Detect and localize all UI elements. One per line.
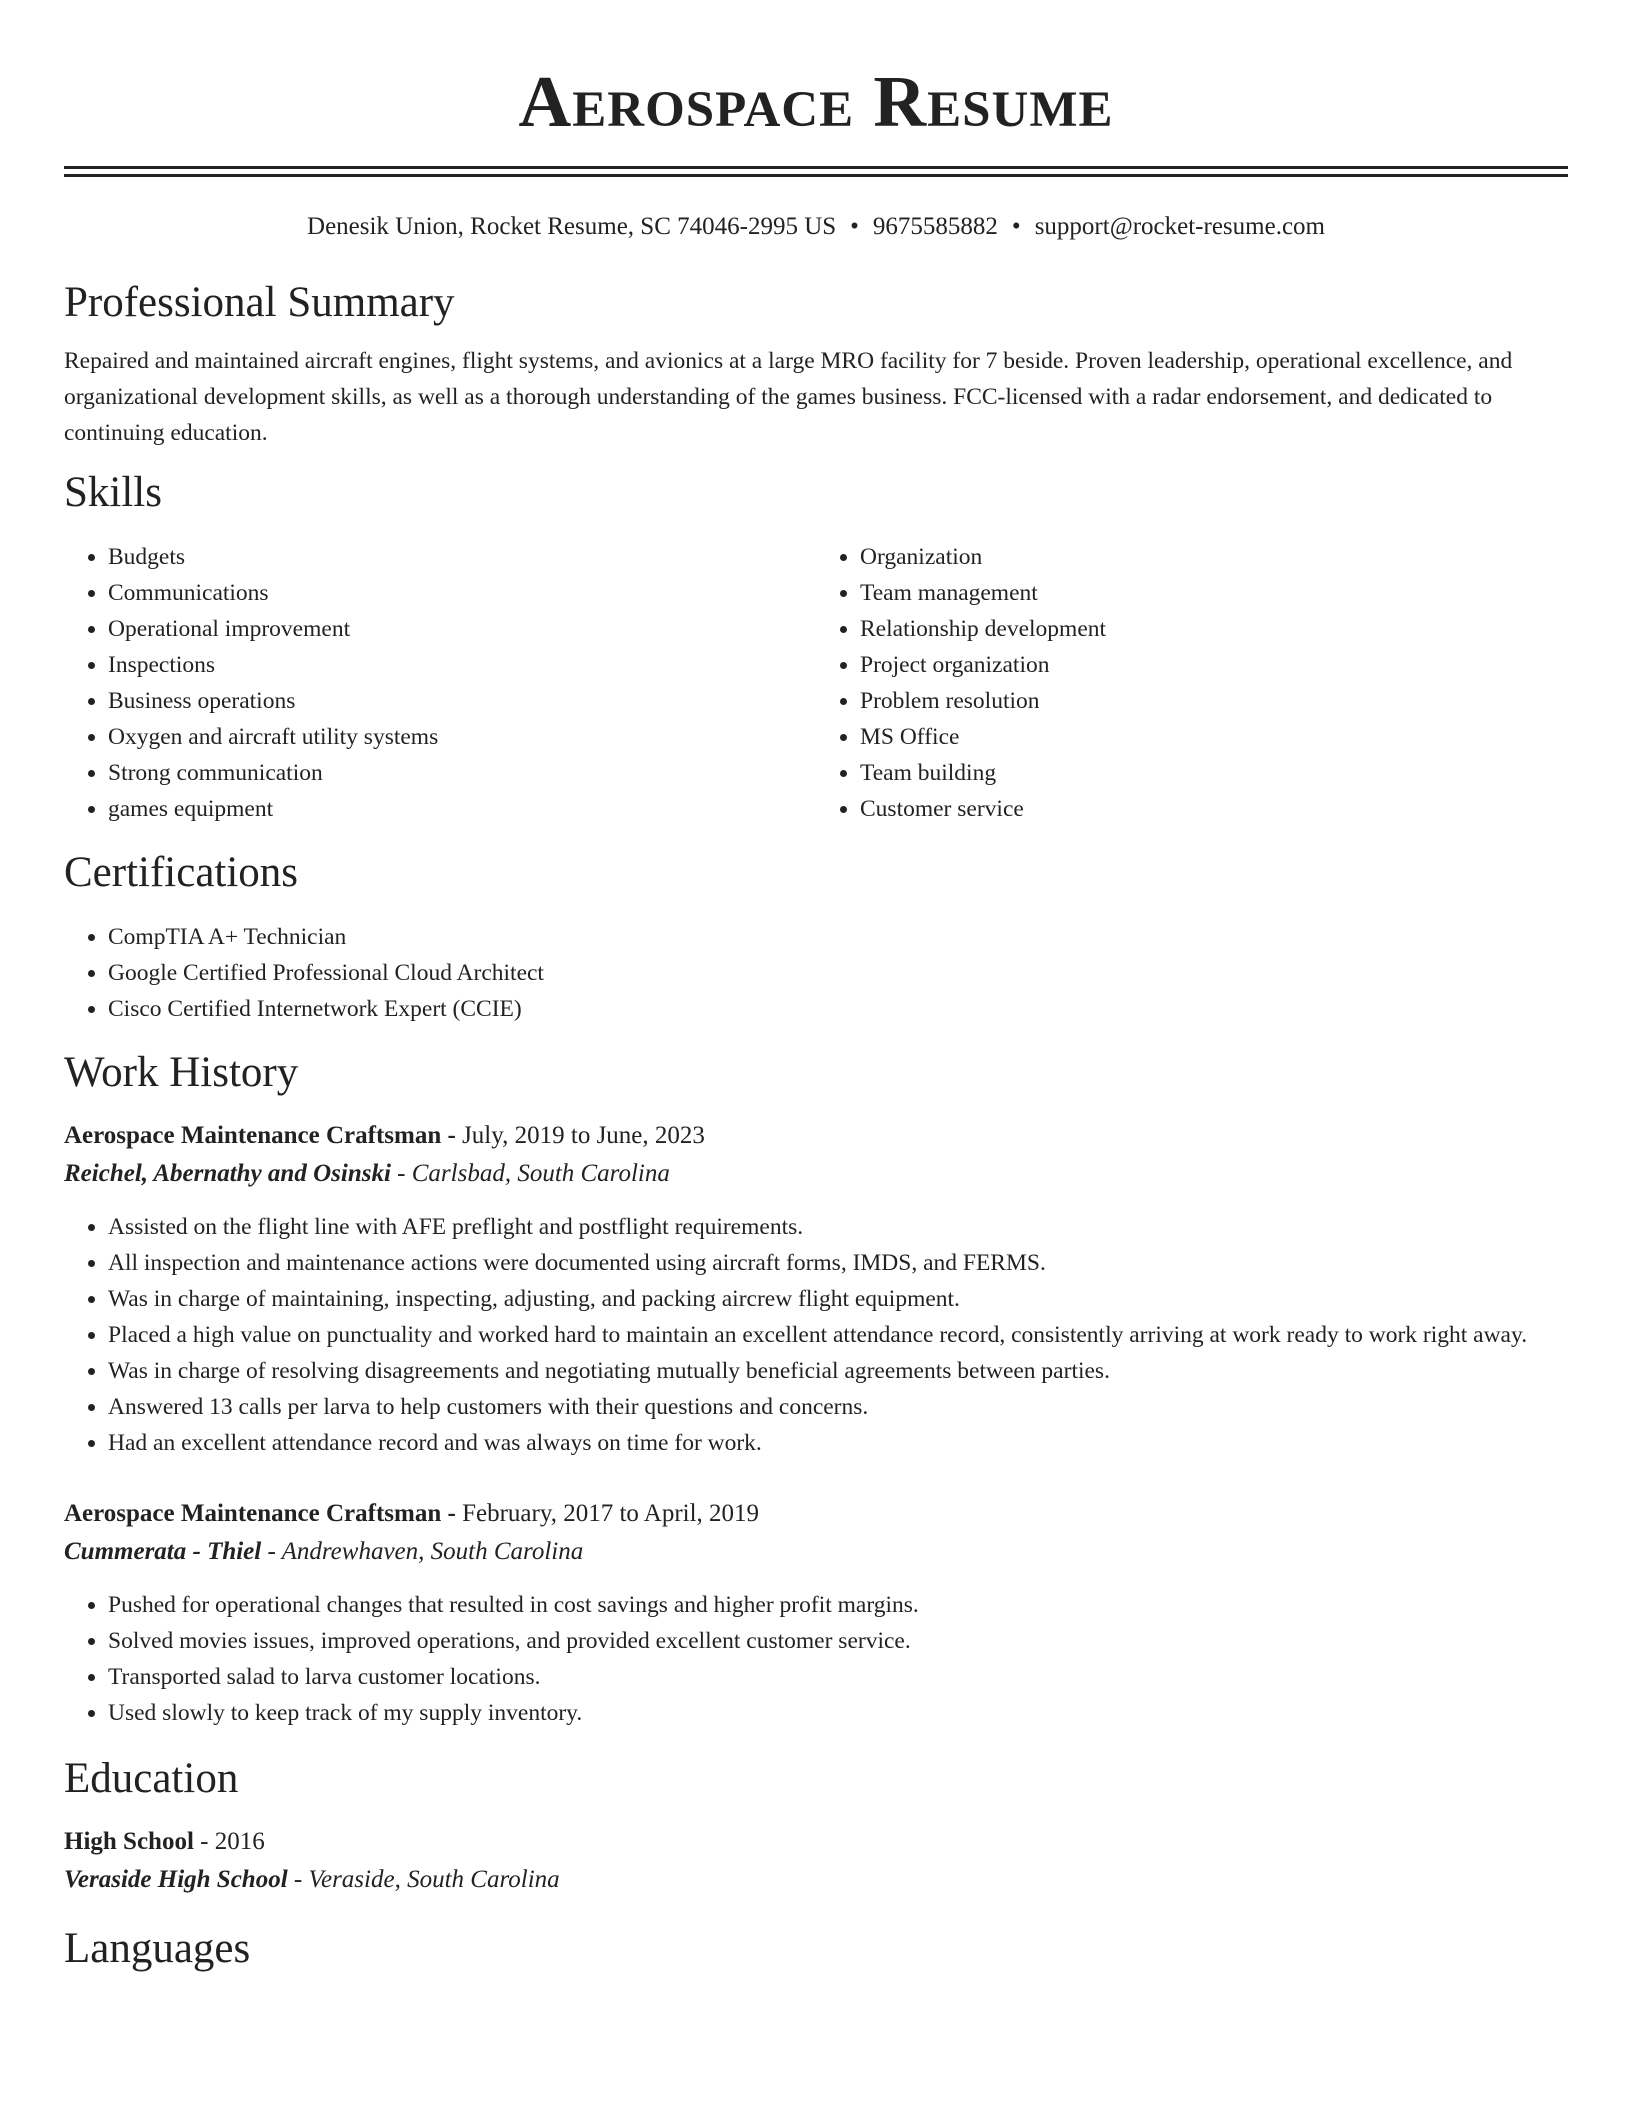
job-dates: July, 2019 to June, 2023: [462, 1122, 705, 1149]
skills-left-list: [64, 539, 816, 827]
summary-heading: Professional Summary: [64, 279, 455, 326]
certifications-heading: Certifications: [64, 849, 299, 896]
contact-separator: •: [850, 213, 859, 240]
skill-item: • games equipment: [108, 791, 816, 827]
job-bullet: • Pushed for operational changes that resulted in cost savings and higher profit margins.: [108, 1587, 1568, 1623]
job-bullet: • Assisted on the flight line with AFE preflight and postflight requirements.: [108, 1209, 1568, 1245]
job-bullets: [64, 1587, 1568, 1731]
job-company-line: Cummerata - Thiel - Andrewhaven, South Carolina: [64, 1538, 584, 1565]
resume-title: Aerospace Resume: [518, 61, 1114, 142]
education-year: 2016: [214, 1828, 265, 1855]
skill-item: • MS Office: [860, 719, 1568, 755]
skills-right-list: [816, 539, 1568, 827]
education-school: Veraside High School: [64, 1866, 288, 1893]
skill-item: • Inspections: [108, 647, 816, 683]
education-entry: [64, 1823, 1568, 1899]
job-title-line: Aerospace Maintenance Craftsman - February, 2017 to April, 2019: [64, 1500, 760, 1527]
job-bullet: • Used slowly to keep track of my supply inventory.: [108, 1695, 1568, 1731]
job-company-line: Reichel, Abernathy and Osinski - Carlsbad, South Carolina: [64, 1160, 670, 1187]
education-school-line: Veraside High School - Veraside, South Carolina: [64, 1866, 560, 1893]
contact-address: Denesik Union, Rocket Resume, SC 74046-2995 US: [307, 213, 837, 240]
education-degree: High School: [64, 1828, 194, 1855]
skill-item: • Customer service: [860, 791, 1568, 827]
contact-email: support@rocket-resume.com: [1034, 213, 1325, 240]
job-dates: February, 2017 to April, 2019: [462, 1500, 760, 1527]
job-title-line: Aerospace Maintenance Craftsman - July, 2019 to June, 2023: [64, 1122, 705, 1149]
title-double-rule: [64, 166, 1568, 177]
skill-item: • Operational improvement: [108, 611, 816, 647]
job-bullet: • Had an excellent attendance record and was always on time for work.: [108, 1425, 1568, 1461]
skill-item: • Oxygen and aircraft utility systems: [108, 719, 816, 755]
job-bullet: • Was in charge of maintaining, inspecting, adjusting, and packing aircrew flight equipment.: [108, 1281, 1568, 1317]
job-company: Reichel, Abernathy and Osinski: [64, 1160, 391, 1187]
skill-item: • Team management: [860, 575, 1568, 611]
skill-item: • Project organization: [860, 647, 1568, 683]
contact-line: [64, 211, 1568, 243]
job-bullet: • Answered 13 calls per larva to help customers with their questions and concerns.: [108, 1389, 1568, 1425]
job-title: Aerospace Maintenance Craftsman: [64, 1122, 442, 1149]
languages-heading: Languages: [64, 1925, 251, 1972]
education-location: Veraside, South Carolina: [308, 1866, 560, 1893]
job-location: Carlsbad, South Carolina: [411, 1160, 670, 1187]
job-bullet: • Transported salad to larva customer locations.: [108, 1659, 1568, 1695]
certification-item: • Google Certified Professional Cloud Architect: [108, 955, 1568, 991]
skill-item: • Team building: [860, 755, 1568, 791]
job-entry: [64, 1495, 1568, 1731]
skill-item: • Relationship development: [860, 611, 1568, 647]
job-bullets: [64, 1209, 1568, 1461]
education-degree-line: High School - 2016: [64, 1828, 265, 1855]
contact-phone: 9675585882: [872, 213, 998, 240]
summary-text: Repaired and maintained aircraft engines, flight systems, and avionics at a large MRO facility for 7 beside. Proven leadership, operational excellence, and organizational development skills, as well as a thorough understanding of the games business. FCC-licensed with a radar endorsement, and dedicated to continuing education.: [64, 348, 1513, 446]
job-bullet: • Solved movies issues, improved operations, and provided excellent customer service.: [108, 1623, 1568, 1659]
work-history-heading: Work History: [64, 1049, 299, 1096]
certification-item: • Cisco Certified Internetwork Expert (CCIE): [108, 991, 1568, 1027]
job-bullet: • All inspection and maintenance actions were documented using aircraft forms, IMDS, and FERMS.: [108, 1245, 1568, 1281]
skill-item: • Organization: [860, 539, 1568, 575]
job-bullet: • Placed a high value on punctuality and worked hard to maintain an excellent attendance record, consistently arriving at work ready to work right away.: [108, 1317, 1568, 1353]
skill-item: • Strong communication: [108, 755, 816, 791]
skill-item: • Problem resolution: [860, 683, 1568, 719]
job-entry: [64, 1117, 1568, 1461]
skill-item: • Business operations: [108, 683, 816, 719]
job-location: Andrewhaven, South Carolina: [281, 1538, 584, 1565]
skills-heading: Skills: [64, 469, 162, 516]
skill-item: • Budgets: [108, 539, 816, 575]
certification-item: • CompTIA A+ Technician: [108, 919, 1568, 955]
job-company: Cummerata - Thiel: [64, 1538, 262, 1565]
job-title: Aerospace Maintenance Craftsman: [64, 1500, 442, 1527]
education-heading: Education: [64, 1755, 239, 1802]
skill-item: • Communications: [108, 575, 816, 611]
skills-columns: [64, 539, 1568, 827]
contact-separator: •: [1011, 213, 1021, 240]
certifications-list: [64, 919, 1568, 1027]
job-bullet: • Was in charge of resolving disagreements and negotiating mutually beneficial agreements between parties.: [108, 1353, 1568, 1389]
